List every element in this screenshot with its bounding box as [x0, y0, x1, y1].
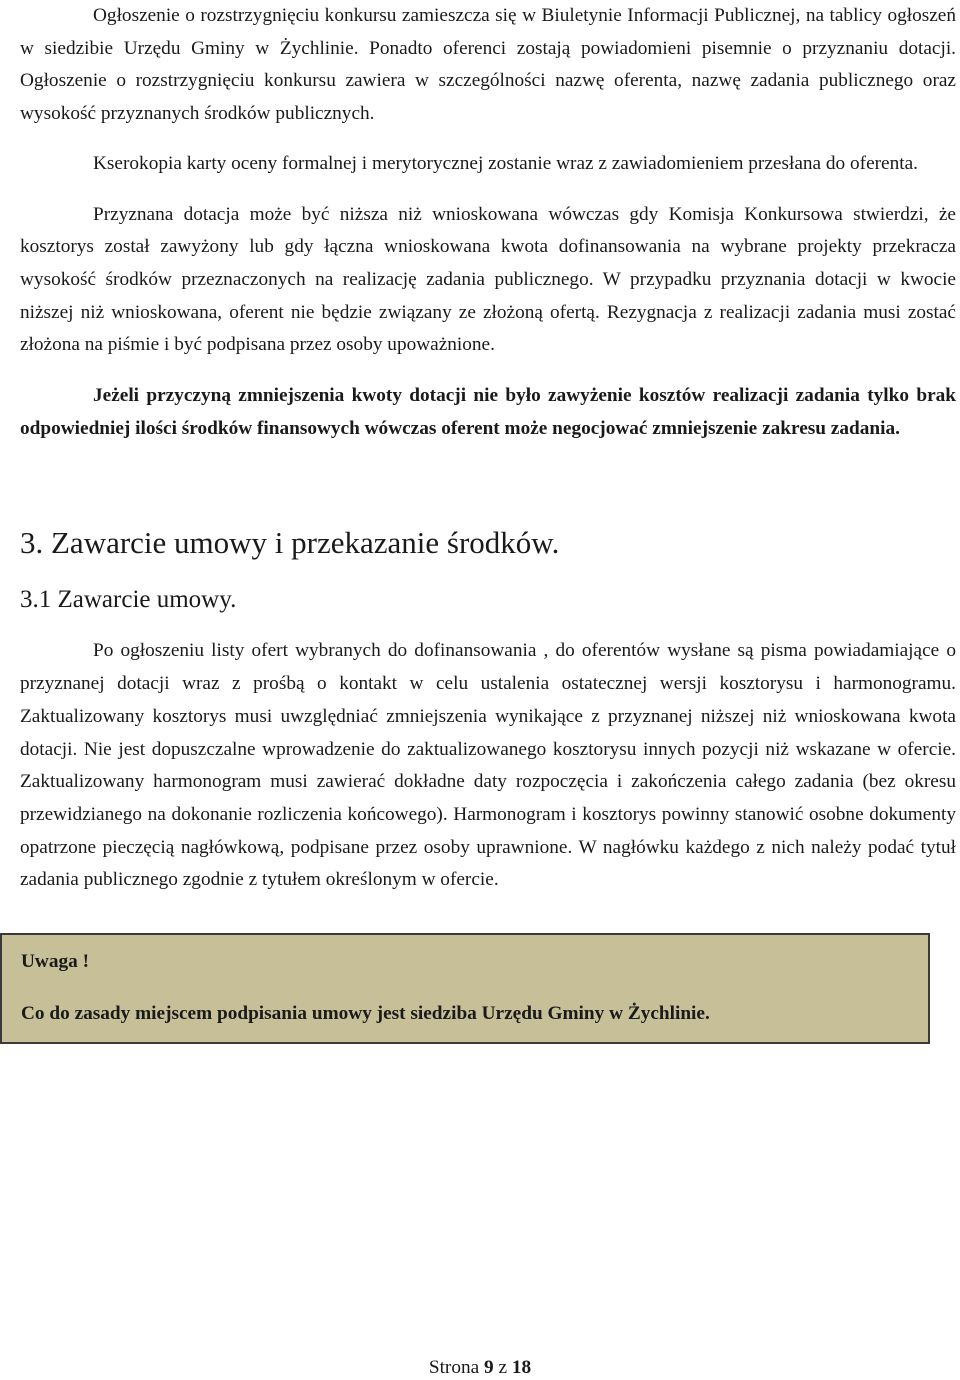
note-text: Co do zasady miejscem podpisania umowy jest siedziba Urzędu Gminy w Żychlinie. — [21, 1003, 710, 1025]
paragraph-announcement: Ogłoszenie o rozstrzygnięciu konkursu zamieszcza się w Biuletynie Informacji Publicznej, na tablicy ogłoszeń w siedzibie Urzędu Gminy w Żychlinie. Ponadto oferenci zostają powiadomieni pisemnie o przyznaniu dotacji. Ogłoszenie o rozstrzygnięciu konkursu zawiera w szczególności nazwę oferenta, nazwę zadania publicznego oraz wysokość przyznanych środków publicznych. — [20, 5, 956, 125]
footer-total-pages: 18 — [511, 1357, 532, 1378]
paragraph-reduced-grant: Przyznana dotacja może być niższa niż wnioskowana wówczas gdy Komisja Konkursowa stwierdzi, że kosztorys został zawyżony lub gdy łączna wnioskowana kwota dofinansowania na wybrane projekty przekracza wysokość środków przeznaczonych na realizację zadania publicznego. W przypadku przyznania dotacji w kwocie niższej niż wnioskowana, oferent nie będzie związany ze złożoną ofertą. Rezygnacja z realizacji zadania musi zostać złożona na piśmie i być podpisana przez osoby upoważnione. — [20, 203, 956, 356]
subsection-heading: 3.1 Zawarcie umowy. — [20, 586, 237, 614]
footer-separator: z — [498, 1357, 508, 1378]
note-box — [0, 933, 930, 1044]
footer-prefix: Strona — [428, 1357, 480, 1378]
document-page — [20, 0, 956, 1044]
paragraph-contract-procedure: Po ogłoszeniu listy ofert wybranych do dofinansowania , do oferentów wysłane są pisma powiadamiające o przyznanej dotacji wraz z prośbą o kontakt w celu ustalenia ostatecznej wersji kosztorysu i harmonogramu. Zaktualizowany kosztorys musi uwzględniać zmniejszenia wynikające z przyznanej niższej niż wnioskowana kwota dotacji. Nie jest dopuszczalne wprowadzenie do zaktualizowanego kosztorysu innych pozycji niż wskazane w ofercie. Zaktualizowany harmonogram musi zawierać dokładne daty rozpoczęcia i zakończenia całego zadania (bez okresu przewidzianego na dokonanie rozliczenia końcowego). Harmonogram i kosztorys powinny stanowić osobne dokumenty opatrzone pieczęcią nagłówkową, podpisane przez osoby uprawnione. W nagłówku każdego z nich należy podać tytuł zadania publicznego zgodnie z tytułem określonym w ofercie. — [20, 640, 956, 891]
paragraph-evaluation-copy: Kserokopia karty oceny formalnej i merytorycznej zostanie wraz z zawiadomieniem przesłana do oferenta. — [93, 152, 918, 174]
page-footer — [0, 1356, 960, 1380]
section-heading: 3. Zawarcie umowy i przekazanie środków. — [20, 525, 560, 561]
paragraph-negotiation-bold: Jeżeli przyczyną zmniejszenia kwoty dotacji nie było zawyżenie kosztów realizacji zadania tylko brak odpowiedniej ilości środków finansowych wówczas oferent może negocjować zmniejszenie zakresu zadania. — [20, 385, 956, 439]
note-title: Uwaga ! — [21, 951, 90, 973]
footer-page-number: 9 — [484, 1357, 494, 1378]
